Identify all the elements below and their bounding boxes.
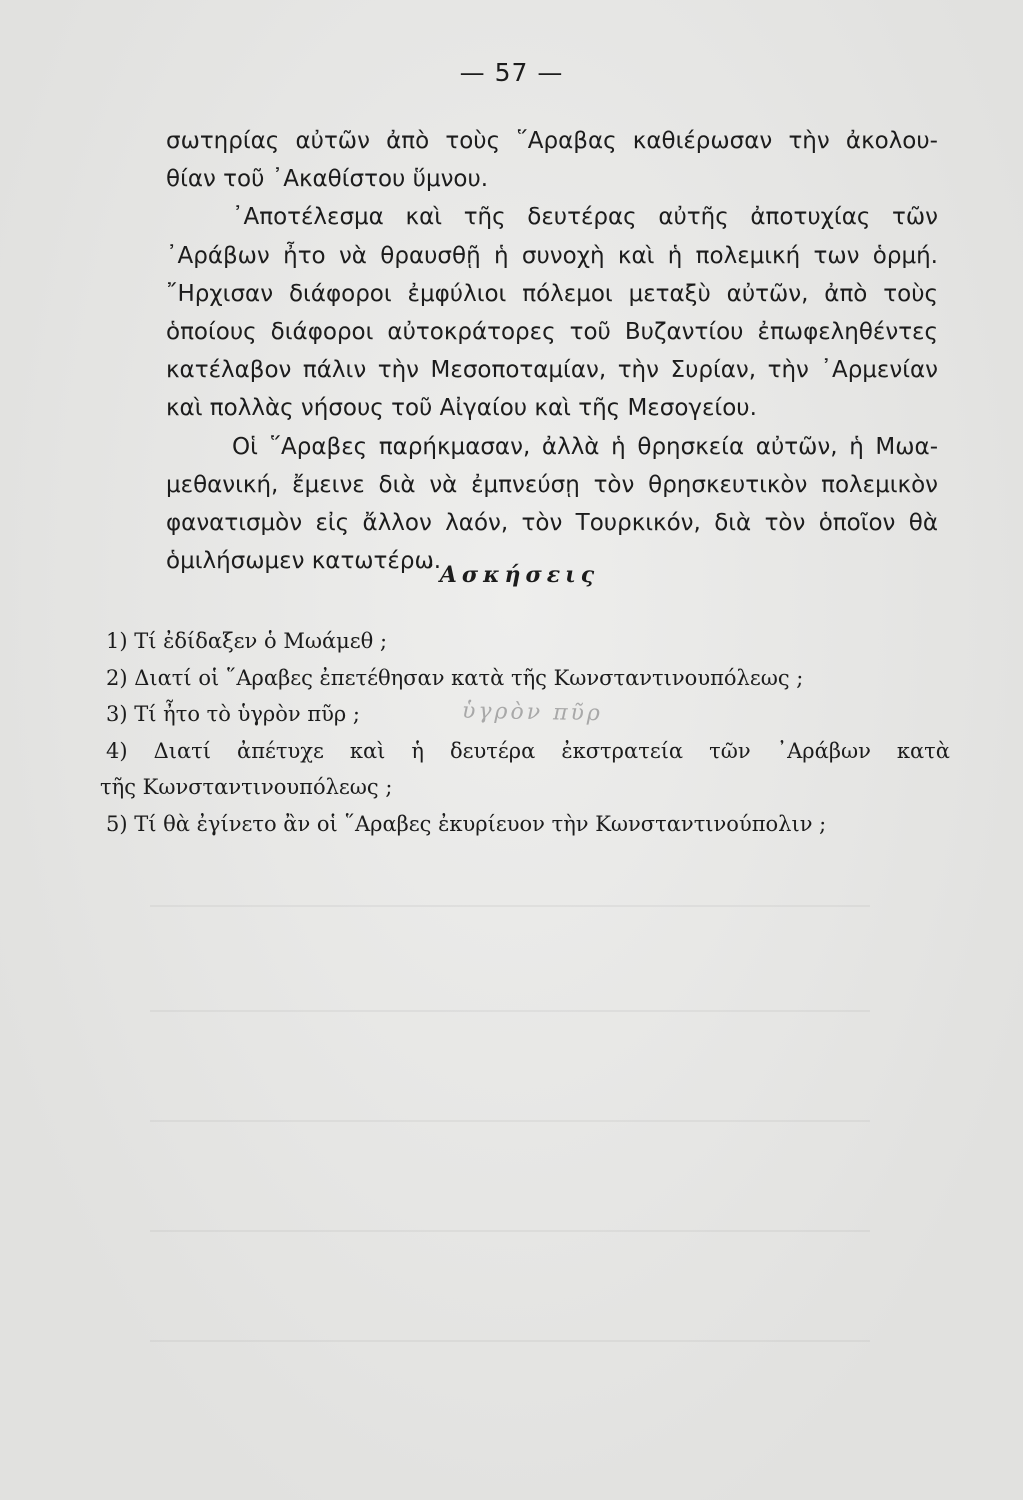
- text-line: ῎Ηρχισαν διάφοροι ἐμφύλιοι πόλεμοι μεταξὺ αὐτῶν, ἀπὸ τοὺς: [166, 280, 938, 307]
- exercises-list: [100, 623, 950, 842]
- bleed-through-shadow: [150, 905, 870, 907]
- exercise-item: 3) Τί ἦτο τὸ ὑγρὸν πῦρ ;: [106, 702, 361, 726]
- bleed-through-shadow: [150, 1230, 870, 1232]
- main-text: [166, 122, 938, 580]
- text-line: Οἱ ῞Αραβες παρήκμασαν, ἀλλὰ ἡ θρησκεία αὐτῶν, ἡ Μωα-: [232, 433, 938, 460]
- bleed-through-shadow: [150, 1010, 870, 1012]
- text-line: ᾿Αράβων ἦτο νὰ θραυσθῇ ἡ συνοχὴ καὶ ἡ πολεμική των ὁρμή.: [166, 242, 938, 269]
- text-line: κατέλαβον πάλιν τὴν Μεσοποταμίαν, τὴν Συρίαν, τὴν ᾿Αρμενίαν: [166, 357, 938, 384]
- pencil-annotation: ὑγρὸν πῦρ: [461, 698, 604, 727]
- exercise-item: 4) Διατί ἀπέτυχε καὶ ἡ δευτέρα ἐκστρατεία τῶν ᾿Αράβων κατὰ: [106, 738, 950, 763]
- text-line: μεθανική, ἔμεινε διὰ νὰ ἐμπνεύσῃ τὸν θρησκευτικὸν πολεμικὸν: [166, 471, 938, 498]
- text-line: ὁποίους διάφοροι αὐτοκράτορες τοῦ Βυζαντίου ἐπωφεληθέντες: [166, 318, 938, 345]
- bleed-through-shadow: [150, 1340, 870, 1342]
- page-number: — 57 —: [459, 58, 564, 87]
- text-line: ὁμιλήσωμεν κατωτέρω.: [166, 548, 442, 575]
- exercise-item: 5) Τί θὰ ἐγίνετο ἂν οἱ ῞Αραβες ἐκυρίευον τὴν Κωνσταντινούπολιν ;: [106, 811, 827, 836]
- exercise-item: 1) Τί ἐδίδαξεν ὁ Μωάμεθ ;: [106, 629, 388, 653]
- text-line: θίαν τοῦ ᾿Ακαθίστου ὕμνου.: [166, 166, 489, 193]
- text-line: φανατισμὸν εἰς ἄλλον λαόν, τὸν Τουρκικόν, διὰ τὸν ὁποῖον θὰ: [166, 509, 938, 536]
- text-line: σωτηρίας αὐτῶν ἀπὸ τοὺς ῞Αραβας καθιέρωσαν τὴν ἀκολου-: [166, 128, 938, 154]
- exercises-heading: ᾿Ασκήσεις: [423, 562, 600, 588]
- text-line: ᾿Αποτέλεσμα καὶ τῆς δευτέρας αὐτῆς ἀποτυχίας τῶν: [232, 204, 938, 231]
- text-line: καὶ πολλὰς νήσους τοῦ Αἰγαίου καὶ τῆς Μεσογείου.: [166, 395, 757, 422]
- bleed-through-shadow: [150, 1120, 870, 1122]
- exercise-item: 2) Διατί οἱ ῞Αραβες ἐπετέθησαν κατὰ τῆς Κωνσταντινουπόλεως ;: [106, 665, 804, 690]
- exercise-item-continuation: τῆς Κωνσταντινουπόλεως ;: [100, 775, 393, 799]
